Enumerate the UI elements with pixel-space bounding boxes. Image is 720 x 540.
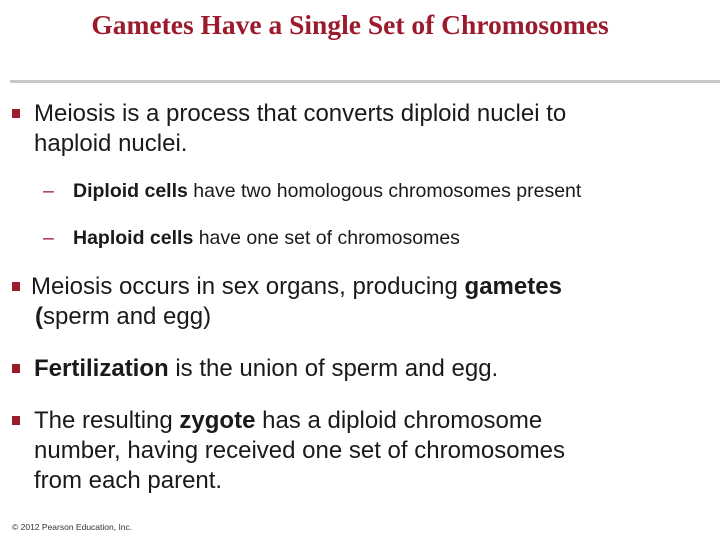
bullet-marker: [12, 364, 20, 373]
title-divider: [10, 80, 720, 83]
bullet-1-line-2: haploid nuclei.: [34, 130, 188, 157]
term-haploid-cells: Haploid cells: [73, 227, 194, 249]
bullet-4-line-3: from each parent.: [34, 467, 223, 494]
bullet-marker: [12, 282, 20, 291]
bullet-4-line-1: The resulting zygote has a diploid chromosome: [34, 407, 543, 434]
dash-marker: –: [43, 180, 54, 202]
dash-marker: –: [43, 227, 54, 249]
bullet-4-line-2: number, having received one set of chromosomes: [34, 437, 565, 464]
sub-bullet-1-rest: have two homologous chromosomes present: [187, 180, 582, 202]
bullet-1-line-1: Meiosis is a process that converts diploid nuclei to: [34, 100, 567, 127]
bullet-4-text: [34, 406, 565, 496]
term-fertilization: Fertilization: [34, 355, 169, 382]
sub-bullet-2-text: [73, 226, 460, 250]
term-gametes: gametes: [464, 273, 562, 300]
bullet-marker: [12, 109, 20, 118]
sub-bullet-2-rest: have one set of chromosomes: [193, 227, 460, 249]
slide-title: Gametes Have a Single Set of Chromosomes: [91, 9, 609, 40]
bullet-2-line-2: (sperm and egg): [35, 303, 212, 330]
term-diploid-cells: Diploid cells: [73, 180, 188, 202]
bullet-marker: [12, 416, 20, 425]
bullet-3-text: Fertilization is the union of sperm and egg.: [34, 355, 499, 382]
bullet-2-text: [31, 272, 562, 332]
copyright-footer: © 2012 Pearson Education, Inc.: [12, 522, 133, 532]
bullet-2-line-1: Meiosis occurs in sex organs, producing gametes: [31, 273, 562, 300]
sub-bullet-1-text: [73, 179, 581, 203]
term-zygote: zygote: [179, 407, 256, 434]
bullet-1-text: [34, 99, 566, 159]
